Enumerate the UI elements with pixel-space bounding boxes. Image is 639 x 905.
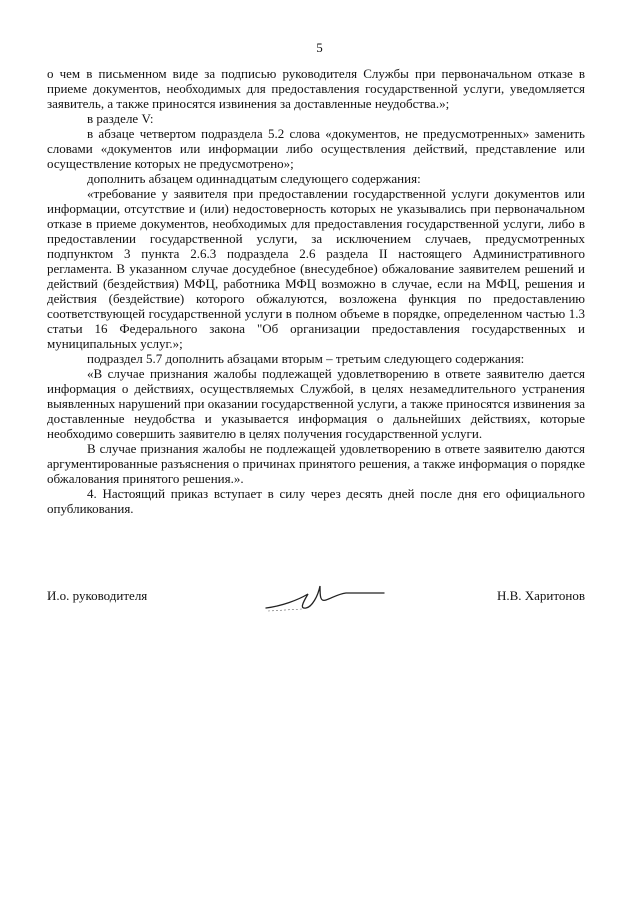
signer-title: И.о. руководителя bbox=[47, 588, 148, 603]
page-number: 5 bbox=[316, 40, 323, 55]
paragraph-complaint-satisfied: «В случае признания жалобы подлежащей удовлетворению в ответе заявителю дается информация о действиях, осуществляемых Службой, в целях незамедлительного устранения выявленных нарушений при оказании государственной услуги, а также приносятся извинения за доставленные неудобства и указывается информация о дальнейших действиях, которые необходимо совершить заявителю в целях получения государственной услуги. bbox=[47, 366, 585, 441]
paragraph-continuation: о чем в письменном виде за подписью руководителя Службы при первоначальном отказе в приеме документов, необходимых для предоставления государственной услуги, уведомляется заявитель, а также приносятся извинения за доставленные неудобства.»; bbox=[47, 66, 585, 111]
paragraph-add-eleventh: дополнить абзацем одиннадцатым следующего содержания: bbox=[87, 171, 421, 186]
paragraph-section-v: в разделе V: bbox=[87, 111, 154, 126]
paragraph-complaint-rejected: В случае признания жалобы не подлежащей удовлетворению в ответе заявителю даются аргументированные разъяснения о причинах принятого решения, а также информация о порядке обжалования принятого решения.». bbox=[47, 441, 585, 486]
paragraph-requirement-quote: «требование у заявителя при предоставлении государственной услуги документов или информации, отсутствие и (или) недостоверность которых не указывались при первоначальном отказе в приеме документов, необходимых для предоставления государственной услуги, либо в предоставлении государственной услуги, за исключением случаев, предусмотренных подпунктом 3 пункта 2.6.3 подраздела 2.6 раздела II настоящего Административного регламента. В указанном случае досудебное (внесудебное) обжалование заявителем решений и действий (бездействия) МФЦ, работника МФЦ возможно в случае, если на МФЦ, решения и действия (бездействие) которого обжалуются, возложена функция по предоставлению соответствующей государственной услуги в полном объеме в порядке, определенном частью 1.3 статьи 16 Федерального закона "Об организации предоставления государственных и муниципальных услуг.»; bbox=[47, 186, 585, 351]
signature-block bbox=[47, 588, 585, 618]
document-body bbox=[47, 66, 585, 516]
paragraph-effective-date: 4. Настоящий приказ вступает в силу через десять дней после дня его официального опубликования. bbox=[47, 486, 585, 516]
handwritten-signature bbox=[262, 578, 402, 614]
signer-name: Н.В. Харитонов bbox=[496, 588, 585, 603]
paragraph-subsection-5-7: подраздел 5.7 дополнить абзацами вторым – третьим следующего содержания: bbox=[87, 351, 525, 366]
paragraph-amendment-5-2: в абзаце четвертом подраздела 5.2 слова «документов, не предусмотренных» заменить словами «документов или информации либо осуществления действий, представление или осуществление которых не предусмотрено»; bbox=[47, 126, 585, 171]
